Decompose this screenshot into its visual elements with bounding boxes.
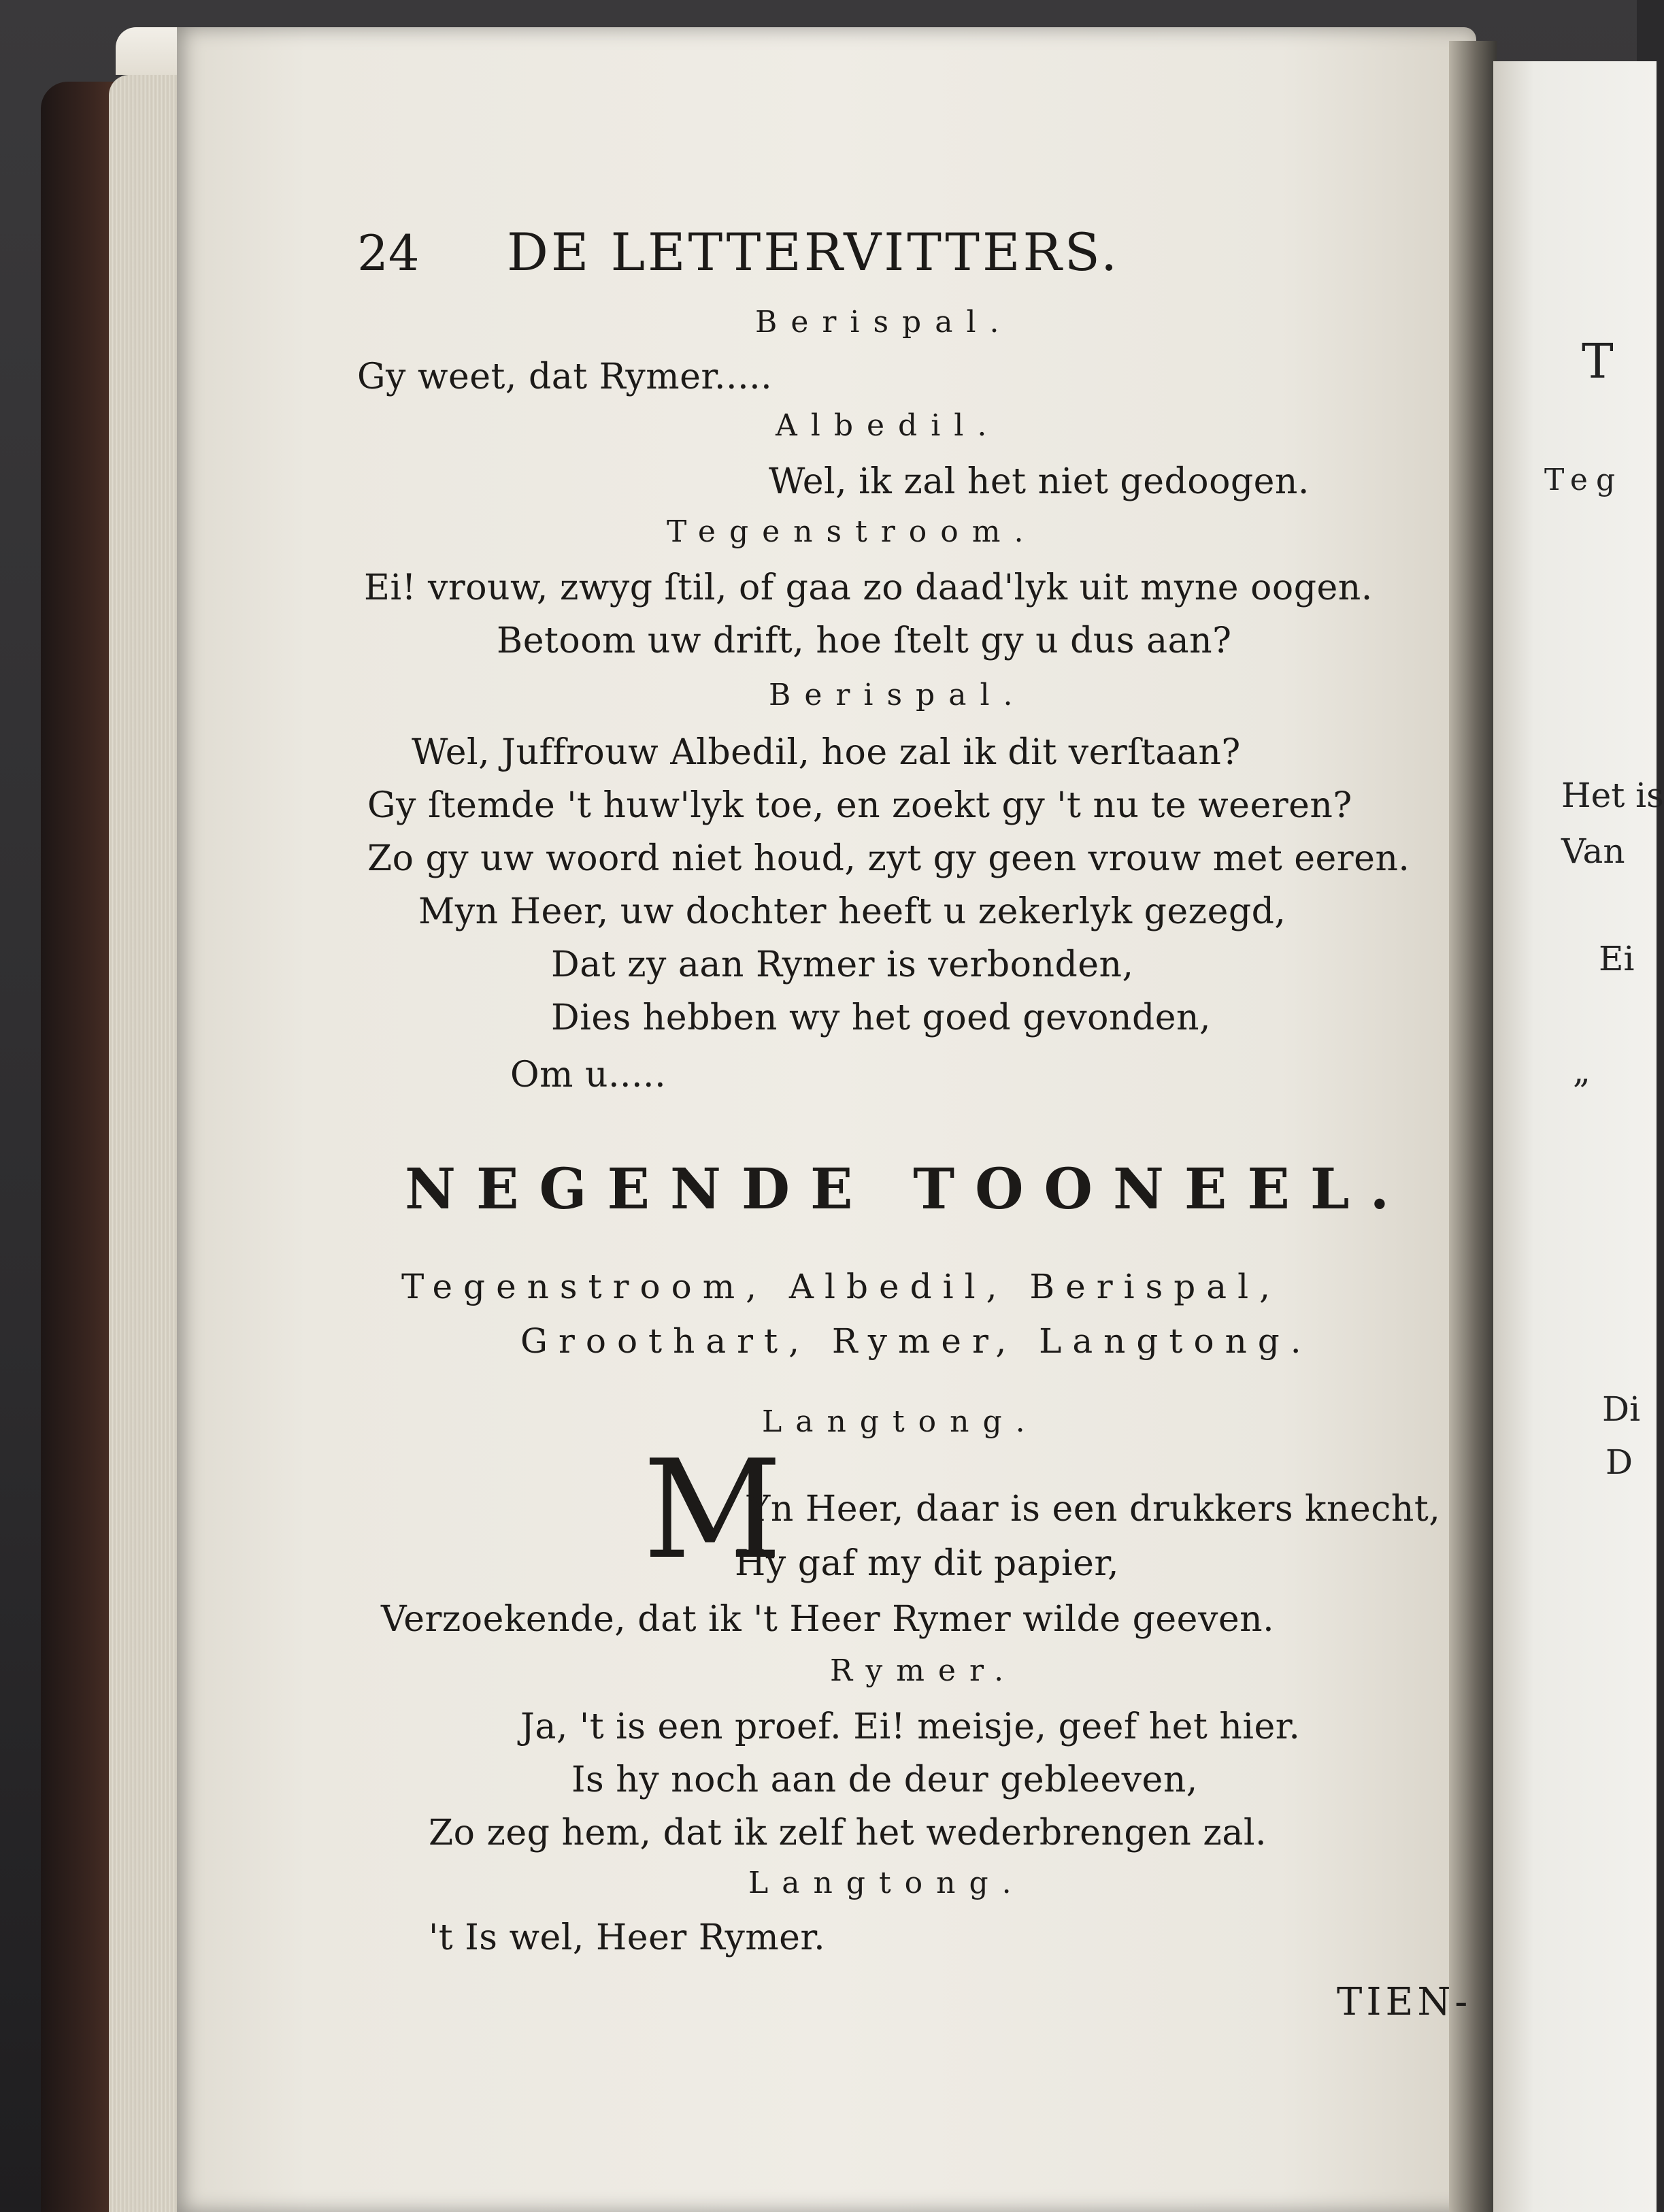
- verse-line: Ei! vrouw, zwyg ſtil, of gaa zo daad'lyk uit myne oogen.: [364, 567, 1373, 608]
- verse-line: Om u.....: [510, 1055, 667, 1095]
- speaker-name: Berispal.: [769, 678, 1027, 712]
- verse-line: Yn Heer, daar is een drukkers knecht,: [747, 1489, 1441, 1530]
- speaker-name: Tegenstroom.: [667, 514, 1037, 549]
- facing-page-fragment: Van: [1561, 831, 1625, 871]
- facing-page-fragment: Di: [1602, 1389, 1641, 1429]
- facing-page-fragment: D: [1605, 1442, 1633, 1482]
- cast-list: Tegenstroom, Albedil, Berispal,: [401, 1267, 1281, 1306]
- speaker-name: Langtong.: [748, 1866, 1025, 1900]
- verse-line: Gy weet, dat Rymer.....: [357, 357, 773, 397]
- verse-line: Verzoekende, dat ik 't Heer Rymer wilde geeven.: [381, 1599, 1275, 1640]
- running-title: DE LETTERVITTERS.: [507, 222, 1120, 282]
- verse-line: Wel, Juffrouw Albedil, hoe zal ik dit verſtaan?: [412, 732, 1241, 773]
- verse-line: Zo gy uw woord niet houd, zyt gy geen vrouw met eeren.: [367, 838, 1410, 879]
- scene-title: NEGENDE TOONEEL.: [405, 1157, 1410, 1222]
- verse-line: Wel, ik zal het niet gedoogen.: [769, 461, 1310, 502]
- facing-page-fragment: „: [1573, 1051, 1591, 1091]
- verse-line: Gy ſtemde 't huw'lyk toe, en zoekt gy 't nu te weeren?: [367, 785, 1352, 826]
- verse-line: Betoom uw drift, hoe ſtelt gy u dus aan?: [497, 621, 1232, 661]
- verse-line: Hy gaf my dit papier,: [735, 1543, 1120, 1584]
- book-page-right: [1493, 61, 1657, 2212]
- verse-line: Zo zeg hem, dat ik zelf het wederbrengen zal.: [429, 1813, 1267, 1853]
- speaker-name: Berispal.: [755, 305, 1013, 340]
- book-gutter: [1449, 41, 1497, 2212]
- speaker-name: Rymer.: [830, 1653, 1018, 1688]
- facing-page-fragment: Het is: [1561, 776, 1664, 815]
- page-number: 24: [357, 225, 420, 282]
- verse-line: Is hy noch aan de deur gebleeven,: [571, 1760, 1198, 1800]
- cast-list: Groothart, Rymer, Langtong.: [520, 1321, 1312, 1361]
- verse-line: Myn Heer, uw dochter heeft u zekerlyk gezegd,: [418, 891, 1286, 932]
- speaker-name: Langtong.: [762, 1404, 1039, 1439]
- verse-line: 't Is wel, Heer Rymer.: [429, 1917, 826, 1958]
- verse-line: Dies hebben wy het goed gevonden,: [551, 997, 1212, 1038]
- speaker-name: Albedil.: [776, 408, 1001, 443]
- verse-line: Dat zy aan Rymer is verbonden,: [551, 944, 1134, 985]
- catchword: TIEN-: [1337, 1980, 1472, 2024]
- facing-page-fragment: Ei: [1599, 939, 1635, 978]
- facing-page-fragment: T: [1582, 333, 1614, 389]
- facing-page-fragment: Teg: [1544, 463, 1624, 497]
- drop-cap-initial: M: [643, 1431, 782, 1589]
- verse-line: Ja, 't is een proef. Ei! meisje, geef het hier.: [520, 1706, 1301, 1747]
